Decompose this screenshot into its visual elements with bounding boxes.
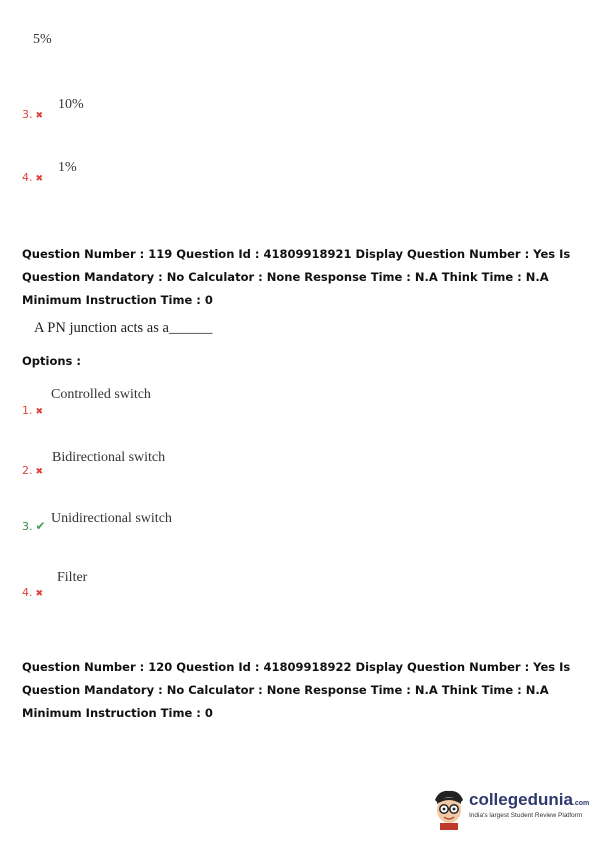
logo-tagline: India's largest Student Review Platform xyxy=(469,812,583,819)
cross-icon: ✖ xyxy=(35,111,44,121)
option-row xyxy=(22,459,43,478)
logo-tld: .com xyxy=(572,800,590,807)
cross-icon: ✖ xyxy=(35,589,44,599)
option-number: 3. xyxy=(22,108,33,121)
option-row xyxy=(22,515,46,534)
cross-icon: ✖ xyxy=(35,174,44,184)
option-row xyxy=(22,581,43,600)
question-header: Question Number : 120 Question Id : 41809918922 Display Question Number : Yes Is Question Mandatory : No Calculator : None Response Time : N.A Think Time : N.A Minimum Instruction Time : 0 xyxy=(22,660,571,720)
collegedunia-logo xyxy=(431,788,590,830)
logo-name: collegedunia xyxy=(469,790,573,809)
option-number: 4. xyxy=(22,586,33,599)
option-number: 1. xyxy=(22,404,33,417)
cross-icon: ✖ xyxy=(35,467,44,477)
option-number: 2. xyxy=(22,464,33,477)
option-number: 4. xyxy=(22,171,33,184)
mascot-icon xyxy=(431,788,467,830)
option-text: 1% xyxy=(58,160,77,175)
option-number: 3. xyxy=(22,520,33,533)
question-text: A PN junction acts as a______ xyxy=(34,320,213,336)
option-text: Bidirectional switch xyxy=(52,450,166,465)
option-text: Unidirectional switch xyxy=(51,511,172,526)
option-text: Controlled switch xyxy=(51,387,151,402)
option-row xyxy=(22,103,43,122)
option-row xyxy=(22,399,43,418)
option-row xyxy=(22,166,43,185)
options-label: Options : xyxy=(22,354,81,368)
check-icon: ✔ xyxy=(35,519,46,533)
option-text: Filter xyxy=(57,570,88,585)
question-header: Question Number : 119 Question Id : 41809918921 Display Question Number : Yes Is Question Mandatory : No Calculator : None Response Time : N.A Think Time : N.A Minimum Instruction Time : 0 xyxy=(22,247,571,307)
option-text: 5% xyxy=(33,32,52,47)
cross-icon: ✖ xyxy=(35,407,44,417)
option-text: 10% xyxy=(58,97,84,112)
